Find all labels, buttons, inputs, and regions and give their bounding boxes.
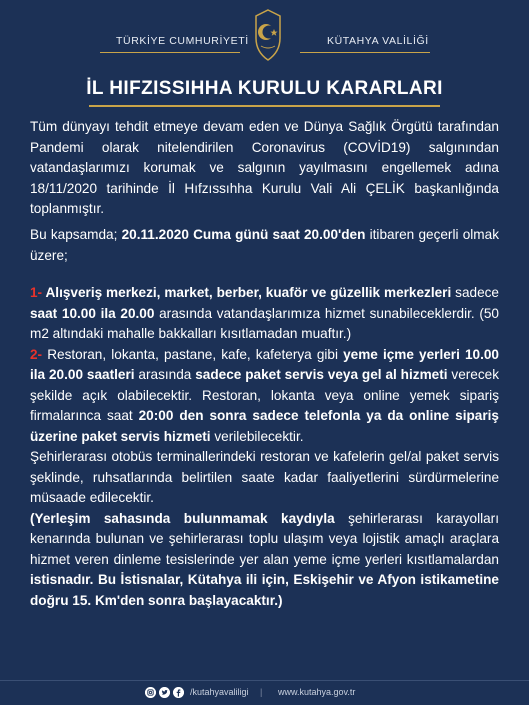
footer (0, 686, 529, 702)
social-handle[interactable]: /kutahyavaliligi (190, 687, 249, 697)
star-crescent-emblem-icon (250, 8, 286, 62)
item-2-bold-b: sadece paket servis veya gel al hizmeti (195, 367, 448, 382)
exception-text: şehirlerarası karayolları kenarında bulunan ve şehirlerarası toplu ulaşım veya lojistik amaçlı araçlara hizmet veren dinleme tesislerinde yer alan yeme içme yerleri kısıtlamalardan (30, 510, 499, 567)
terminal-paragraph: Şehirlerarası otobüs terminallerindeki restoran ve kafelerin gel/al paket servis şeklinde, ruhsatlarında belirtilen saate kadar faaliyetlerini sürdürmelerine müsaade edilecektir. (30, 449, 499, 505)
item-2-text-d: verilebilecektir. (210, 428, 304, 444)
item-2-bold-c: 20:00 den sonra sadece telefonla ya da online sipariş üzerine paket servis hizmeti (30, 408, 499, 444)
header-divider-right (300, 52, 430, 53)
footer-separator: | (260, 687, 263, 697)
header-left-text: TÜRKİYE CUMHURİYETİ (116, 35, 249, 47)
item-2-number: 2- (30, 346, 43, 362)
intro-paragraph (30, 117, 499, 220)
scope-date: 20.11.2020 Cuma günü saat 20.00'den (121, 227, 366, 242)
item-2-text-b: arasında (134, 367, 196, 382)
intro-text: Tüm dünyayı tehdit etmeye devam eden ve Dünya Sağlık Örgütü tarafından Pandemi olarak nitelendirilen Coronavirus (COVİD19) salgınından vatandaşlarımızı korumak ve salgının yayılmasını engellemek adına 18/11/2020 tarihinde İl Hıfzıssıhha Kurulu Vali Ali ÇELİK başkanlığında toplanmıştır. (30, 119, 499, 216)
title-underline (89, 105, 440, 107)
item-2-text-a: Restoran, lokanta, pastane, kafe, kafeterya gibi (42, 346, 344, 362)
item-1-bold-a: Alışveriş merkezi, market, berber, kuaför ve güzellik merkezleri (42, 285, 452, 300)
exception-bold-a: (Yerleşim sahasında bulunmamak kaydıyla (30, 510, 335, 526)
item-1-text-a: sadece (451, 285, 499, 300)
footer-divider (0, 680, 529, 681)
decision-item-1 (30, 283, 499, 345)
exception-bold-b: istisnadır. Bu İstisnalar, Kütahya ili için, Eskişehir ve Afyon istikametine doğru 15. Km'den sonra başlayacaktır.) (30, 572, 499, 608)
website-link[interactable]: www.kutahya.gov.tr (278, 687, 356, 697)
scope-post: itibaren geçerli olmak üzere; (30, 227, 499, 263)
exception-paragraph (30, 509, 499, 612)
page-title: İL HIFZISSIHHA KURULU KARARLARI (86, 78, 443, 99)
scope-paragraph (30, 225, 499, 266)
scope-pre: Bu kapsamda; (30, 227, 122, 242)
item-1-bold-b: saat 10.00 ila 20.00 (30, 305, 155, 321)
twitter-icon[interactable] (159, 687, 170, 698)
decisions-list (30, 283, 499, 611)
decision-item-2 (30, 345, 499, 448)
header-right-text: KÜTAHYA VALİLİĞİ (327, 35, 429, 47)
item-2-bold-a: yeme içme yerleri 10.00 ila 20.00 saatleri (30, 346, 499, 382)
instagram-icon[interactable] (145, 687, 156, 698)
header-divider-left (100, 52, 240, 53)
item-2-text-c: verecek şekilde açık olabilecektir. Restoran, lokanta veya online yemek sipariş firmalarınca saat (30, 367, 500, 423)
item-1-number: 1- (30, 285, 43, 300)
facebook-icon[interactable] (173, 687, 184, 698)
item-1-text-b: arasında vatandaşlarımıza hizmet sunabileceklerdir. (50 m2 altındaki mahalle bakkalları kısıtlamadan muaftır.) (30, 305, 499, 341)
